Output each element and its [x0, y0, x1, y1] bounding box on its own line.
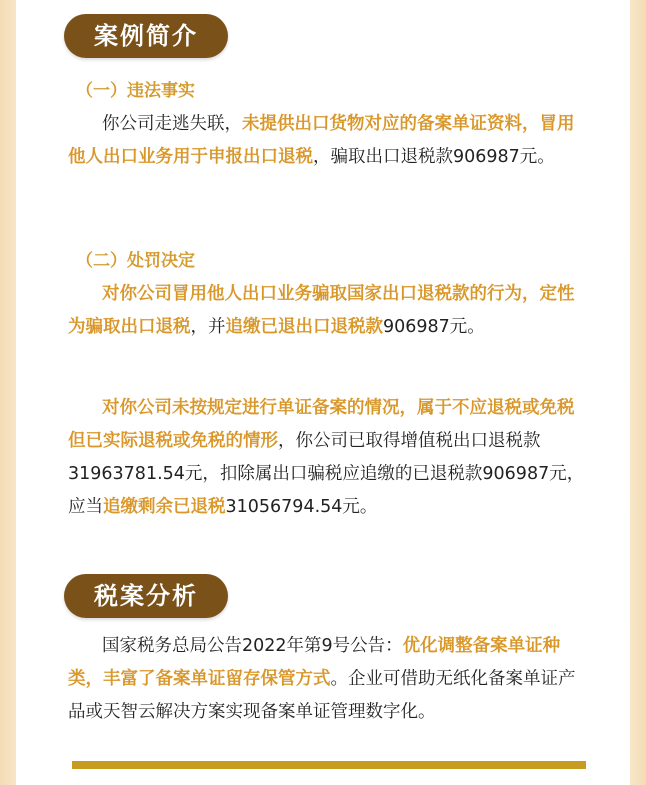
decision-paragraph-2 — [68, 392, 588, 524]
right-border — [630, 0, 646, 785]
decision-heading: （二）处罚决定 — [76, 251, 195, 271]
decision-text-p3d: 31056794.54元。 — [225, 497, 378, 517]
facts-text-c: ，骗取出口退税款906987元。 — [313, 147, 555, 167]
facts-paragraph — [68, 108, 588, 174]
tax-analysis-title: 税案分析 — [64, 574, 228, 618]
left-border — [0, 0, 16, 785]
analysis-highlight: 优化调整备案单证种类，丰富了备案单证留存保管方式 — [68, 636, 561, 689]
facts-heading: （一）违法事实 — [76, 81, 195, 101]
decision-paragraph-1 — [68, 278, 588, 344]
analysis-text-c: 。企业可借助无纸化备案单证产品或天智云解决方案实现备案单证管理数字化。 — [68, 669, 576, 722]
decision-text-b: ，并 — [190, 317, 226, 337]
facts-highlight: 未提供出口货物对应的备案单证资料，冒用他人出口业务用于申报出口退税 — [68, 114, 575, 167]
decision-highlight-4: 追缴剩余已退税 — [103, 497, 226, 517]
facts-text-a: 你公司走逃失联， — [102, 114, 242, 134]
decision-text-p3b: ，你公司已取得增值税出口退税款31963781.54元，扣除属出口骗税应追缴的已退税款906987元，应当 — [68, 431, 585, 517]
analysis-text-a: 国家税务总局公告2022年第9号公告： — [102, 636, 403, 656]
decision-text-d: 906987元。 — [383, 317, 485, 337]
decision-highlight-2: 追缴已退出口退税款 — [225, 317, 383, 337]
analysis-paragraph — [68, 630, 588, 729]
case-intro-title: 案例简介 — [64, 14, 228, 58]
decision-highlight-3: 对你公司未按规定进行单证备案的情况，属于不应退税或免税但已实际退税或免税的情形 — [68, 398, 575, 451]
bottom-divider-bar — [72, 761, 586, 769]
decision-highlight-1: 对你公司冒用他人出口业务骗取国家出口退税款的行为，定性为骗取出口退税 — [68, 284, 575, 337]
